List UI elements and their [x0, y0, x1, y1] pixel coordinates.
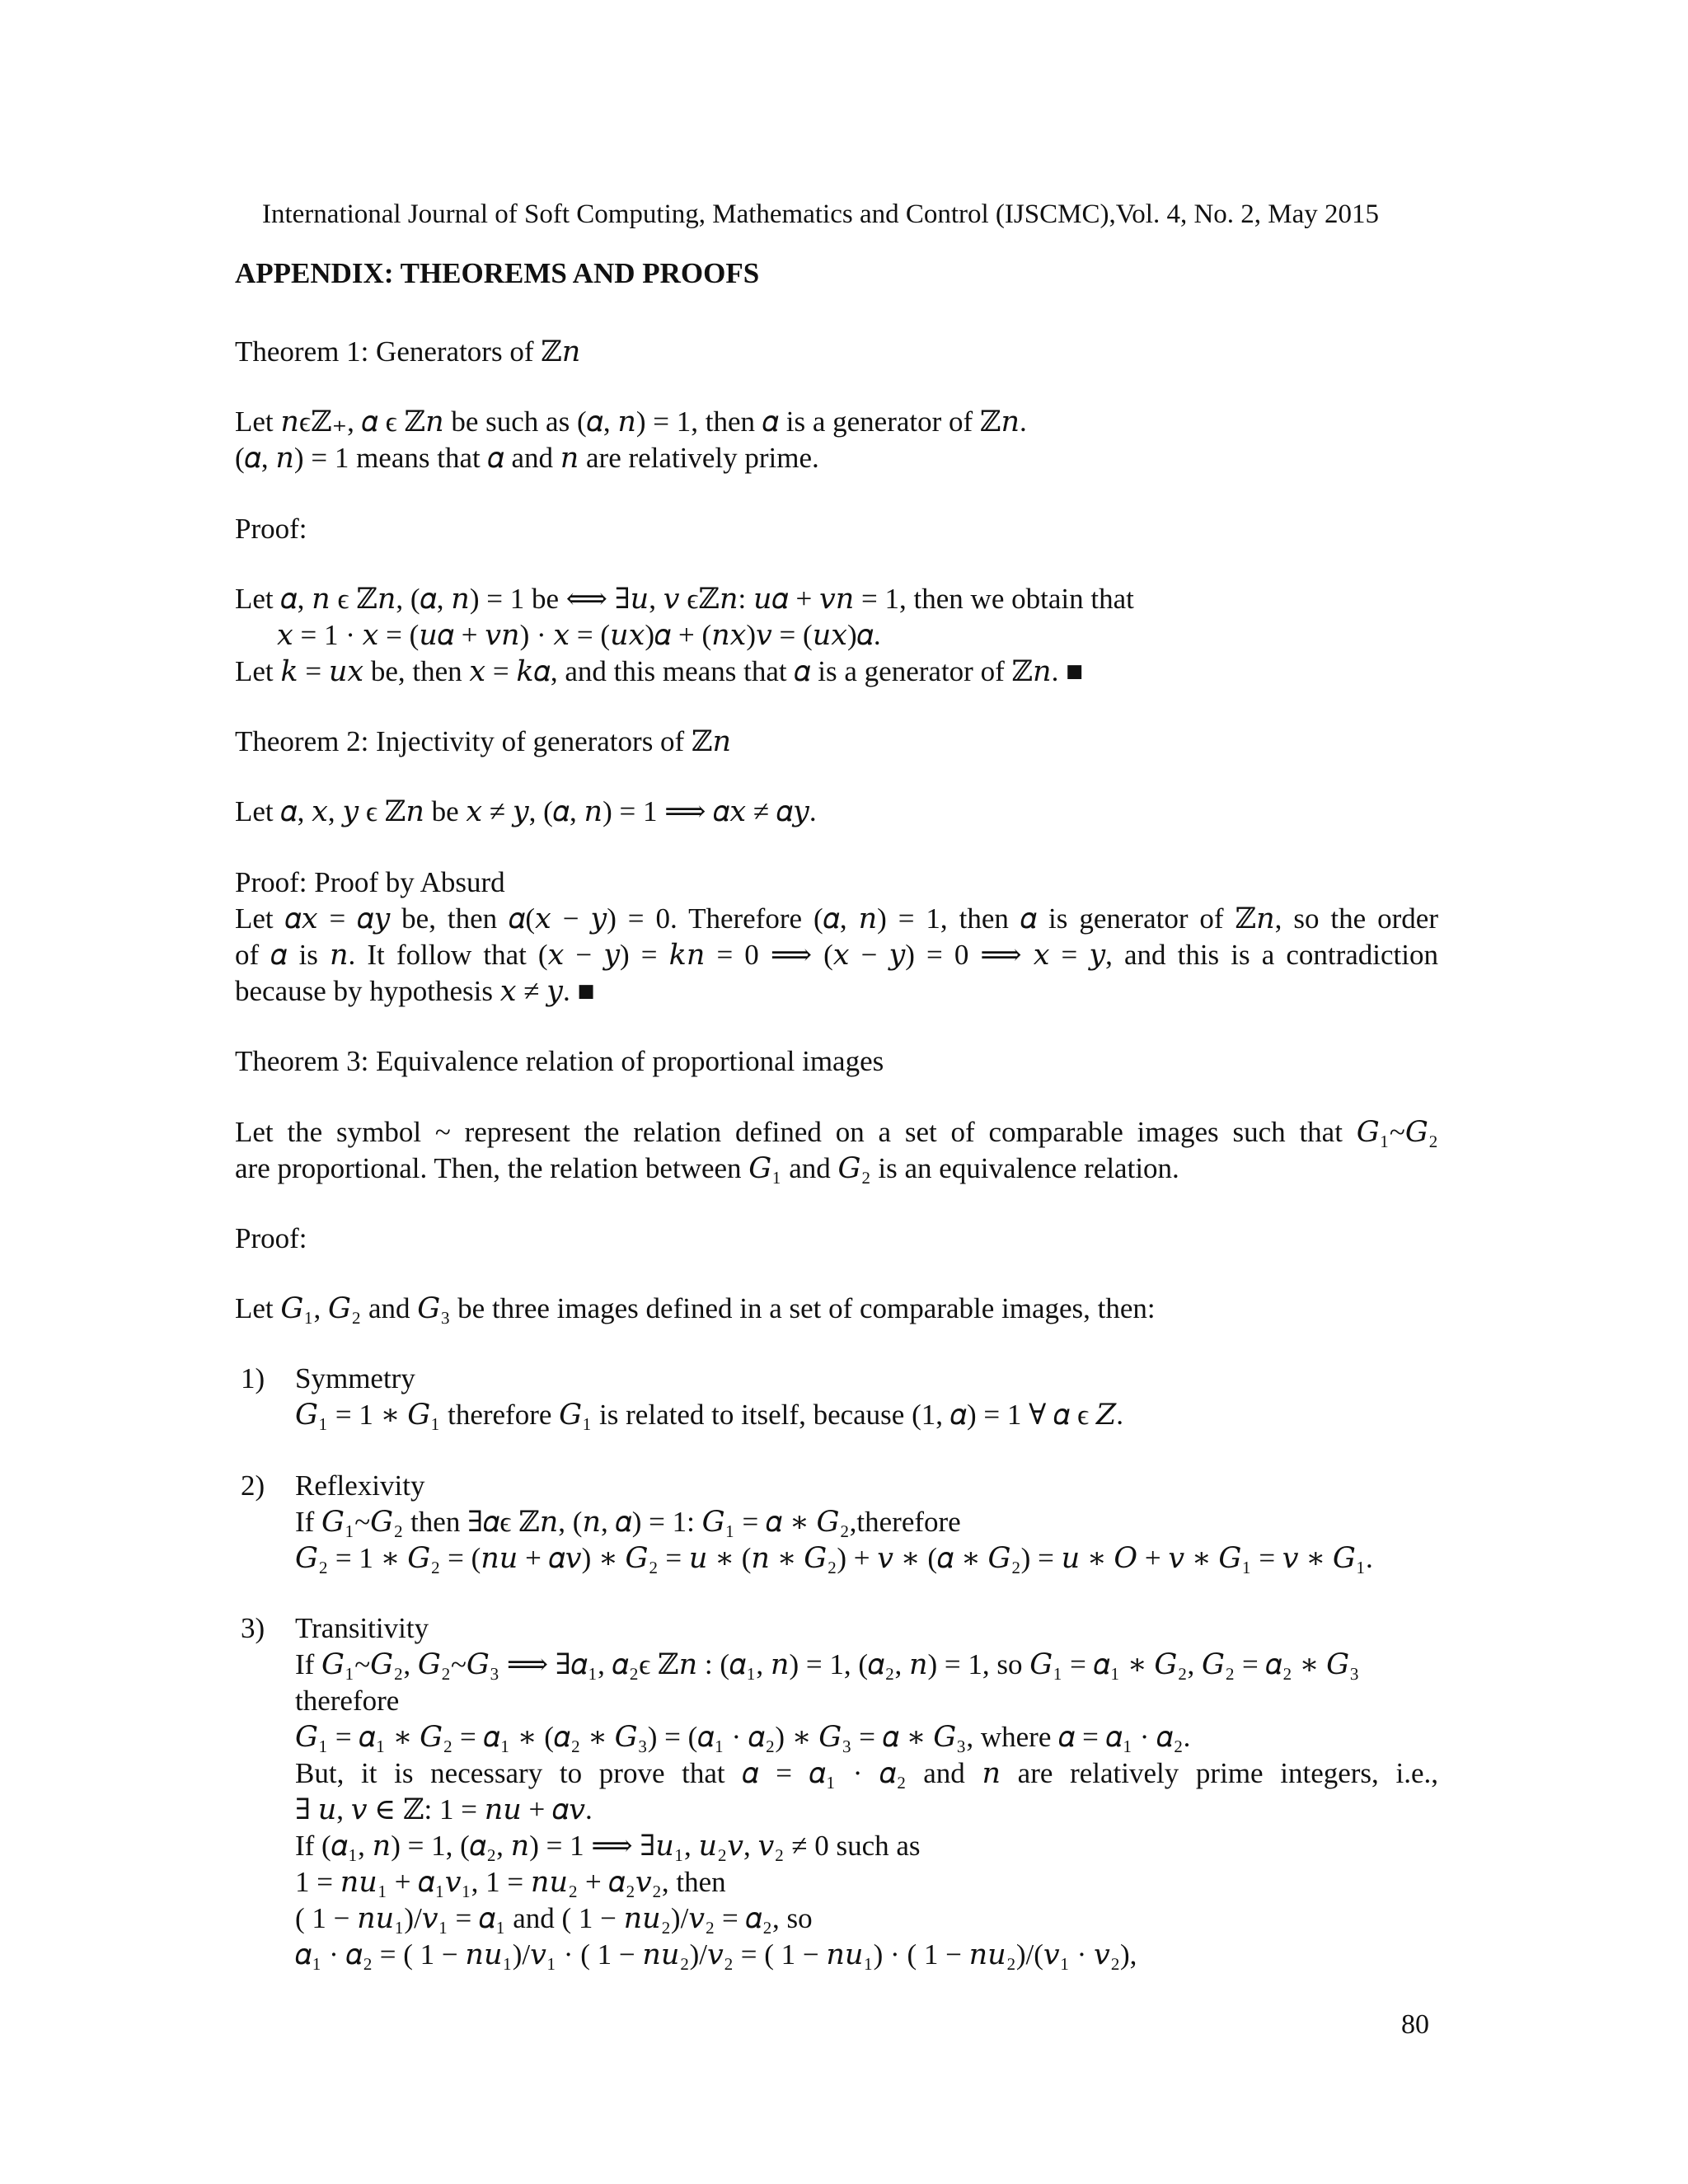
transitivity-line: 1 = 𝑛𝑢₁ + 𝛼₁𝑣₁, 1 = 𝑛𝑢₂ + 𝛼₂𝑣₂, then: [295, 1866, 726, 1898]
running-header: International Journal of Soft Computing, Mathematics and Control (IJSCMC),Vol. 4, No. 2, May 2015: [262, 199, 1380, 229]
theorem-3-title: Theorem 3: Equivalence relation of proportional images: [235, 1045, 884, 1077]
transitivity-line: therefore: [295, 1685, 400, 1717]
theorem-1-proof-conclusion: Let 𝑘 = 𝑢𝑥 be, then 𝑥 = 𝑘𝛼, and this means that 𝛼 is a generator of ℤ𝑛. ■: [235, 655, 1084, 687]
theorem-1-proof-equation: 𝑥 = 1 · 𝑥 = (𝑢𝛼 + 𝑣𝑛) · 𝑥 = (𝑢𝑥)𝛼 + (𝑛𝑥)𝑣 = (𝑢𝑥)𝛼.: [277, 619, 881, 651]
transitivity-line: If 𝐺₁~𝐺₂, 𝐺₂~𝐺₃ ⟹ ∃𝛼₁, 𝛼₂ϵ ℤ𝑛 : (𝛼₁, 𝑛) = 1, (𝛼₂, 𝑛) = 1, so 𝐺₁ = 𝛼₁ ∗ 𝐺₂, 𝐺₂ = 𝛼₂ ∗ 𝐺₃: [295, 1648, 1360, 1680]
transitivity-line: ( 1 − 𝑛𝑢₁)/𝑣₁ = 𝛼₁ and ( 1 − 𝑛𝑢₂)/𝑣₂ = 𝛼₂, so: [295, 1902, 813, 1934]
section-heading: APPENDIX: THEOREMS AND PROOFS: [235, 257, 760, 289]
transitivity-line: 𝐺₁ = 𝛼₁ ∗ 𝐺₂ = 𝛼₁ ∗ (𝛼₂ ∗ 𝐺₃) = (𝛼₁ · 𝛼₂) ∗ 𝐺₃ = 𝛼 ∗ 𝐺₃, where 𝛼 = 𝛼₁ · 𝛼₂.: [295, 1721, 1191, 1753]
list-item-title-reflexivity: Reflexivity: [295, 1469, 425, 1502]
theorem-1-title: Theorem 1: Generators of ℤ𝑛: [235, 335, 581, 368]
theorem-1-proof-label: Proof:: [235, 513, 307, 545]
theorem-2-title: Theorem 2: Injectivity of generators of ℤ𝑛: [235, 725, 732, 757]
theorem-3-statement: Let the symbol ~ represent the relation defined on a set of comparable images such that 𝐺₁~𝐺₂: [235, 1116, 1438, 1148]
list-item-number: 2): [241, 1469, 265, 1502]
transitivity-line: 𝛼₁ · 𝛼₂ = ( 1 − 𝑛𝑢₁)/𝑣₁ · ( 1 − 𝑛𝑢₂)/𝑣₂ = ( 1 − 𝑛𝑢₁) · ( 1 − 𝑛𝑢₂)/(𝑣₁ · 𝑣₂),: [295, 1938, 1137, 1971]
theorem-3-proof-line: Let 𝐺₁, 𝐺₂ and 𝐺₃ be three images defined in a set of comparable images, then:: [235, 1292, 1156, 1324]
theorem-1-proof-line: Let 𝛼, 𝑛 ϵ ℤ𝑛, (𝛼, 𝑛) = 1 be ⟺ ∃𝑢, 𝑣 ϵℤ𝑛: 𝑢𝛼 + 𝑣𝑛 = 1, then we obtain that: [235, 583, 1134, 615]
list-item-number: 1): [241, 1362, 265, 1394]
theorem-2-proof-conclusion: because by hypothesis 𝑥 ≠ 𝑦. ■: [235, 975, 595, 1007]
reflexivity-line: 𝐺₂ = 1 ∗ 𝐺₂ = (𝑛𝑢 + 𝛼𝑣) ∗ 𝐺₂ = 𝑢 ∗ (𝑛 ∗ 𝐺₂) + 𝑣 ∗ (𝛼 ∗ 𝐺₂) = 𝑢 ∗ 𝑂 + 𝑣 ∗ 𝐺₁ = 𝑣 ∗ 𝐺₁.: [295, 1542, 1373, 1574]
theorem-2-proof-line: of 𝛼 is 𝑛. It follow that (𝑥 − 𝑦) = 𝑘𝑛 = 0 ⟹ (𝑥 − 𝑦) = 0 ⟹ 𝑥 = 𝑦, and this is a contradiction: [235, 939, 1438, 971]
theorem-1-statement: Let 𝑛ϵℤ₊, 𝛼 ϵ ℤ𝑛 be such as (𝛼, 𝑛) = 1, then 𝛼 is a generator of ℤ𝑛.: [235, 405, 1027, 438]
reflexivity-line: If 𝐺₁~𝐺₂ then ∃𝛼ϵ ℤ𝑛, (𝑛, 𝛼) = 1: 𝐺₁ = 𝛼 ∗ 𝐺₂,therefore: [295, 1506, 961, 1538]
theorem-3-proof-label: Proof:: [235, 1222, 307, 1254]
theorem-2-statement: Let 𝛼, 𝑥, 𝑦 ϵ ℤ𝑛 be 𝑥 ≠ 𝑦, (𝛼, 𝑛) = 1 ⟹ 𝛼𝑥 ≠ 𝛼𝑦.: [235, 795, 817, 827]
theorem-3-statement: are proportional. Then, the relation between 𝐺₁ and 𝐺₂ is an equivalence relation.: [235, 1152, 1179, 1184]
list-item-title-symmetry: Symmetry: [295, 1362, 415, 1394]
transitivity-line: If (𝛼₁, 𝑛) = 1, (𝛼₂, 𝑛) = 1 ⟹ ∃𝑢₁, 𝑢₂𝑣, 𝑣₂ ≠ 0 such as: [295, 1830, 921, 1862]
theorem-1-statement-note: (𝛼, 𝑛) = 1 means that 𝛼 and 𝑛 are relatively prime.: [235, 442, 819, 474]
list-item-number: 3): [241, 1612, 265, 1644]
transitivity-line: But, it is necessary to prove that 𝛼 = 𝛼₁ · 𝛼₂ and 𝑛 are relatively prime integers, i.e.,: [295, 1757, 1438, 1789]
symmetry-line: 𝐺₁ = 1 ∗ 𝐺₁ therefore 𝐺₁ is related to itself, because (1, 𝛼) = 1 ∀ 𝛼 ϵ 𝑍.: [295, 1399, 1123, 1431]
theorem-2-proof-line: Let 𝛼𝑥 = 𝛼𝑦 be, then 𝛼(𝑥 − 𝑦) = 0. Therefore (𝛼, 𝑛) = 1, then 𝛼 is generator of ℤ𝑛, so the order: [235, 902, 1438, 935]
transitivity-line: ∃ 𝑢, 𝑣 ∈ ℤ: 1 = 𝑛𝑢 + 𝛼𝑣.: [295, 1793, 593, 1825]
page-number: 80: [1401, 2009, 1429, 2040]
theorem-2-proof-label: Proof: Proof by Absurd: [235, 866, 505, 898]
list-item-title-transitivity: Transitivity: [295, 1612, 429, 1644]
